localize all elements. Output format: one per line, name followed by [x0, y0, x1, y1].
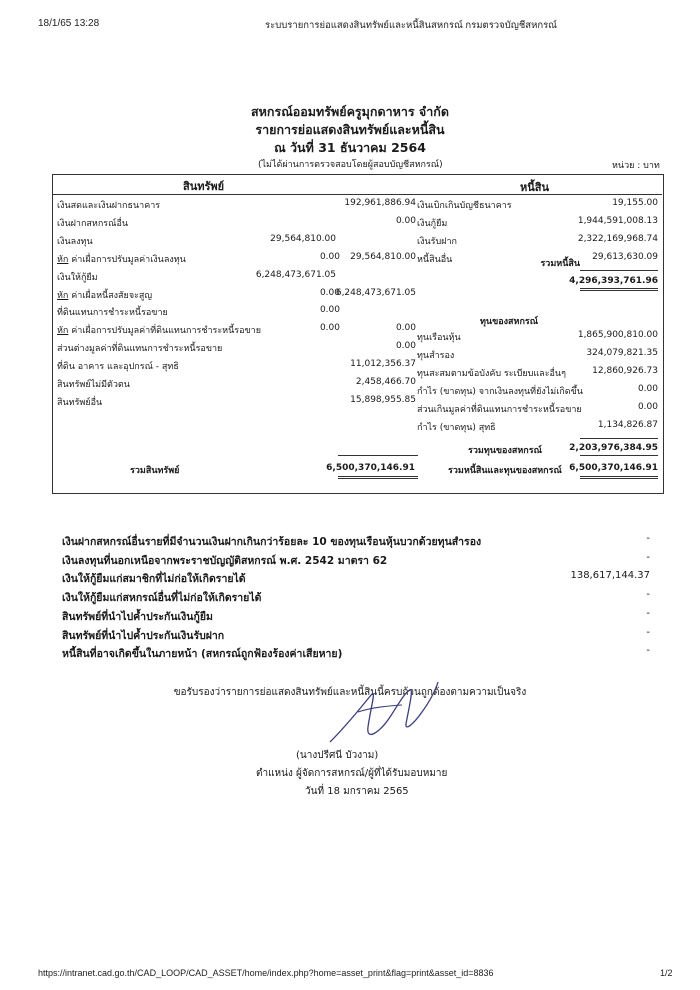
- total-liab-equity-value: 6,500,370,146.91: [569, 463, 658, 473]
- signer-name: (นางปรีศนี บัวงาม): [296, 750, 379, 761]
- note-value: -: [646, 533, 650, 544]
- asset-col3-value: 0.00: [395, 215, 416, 226]
- equity-value: 1,865,900,810.00: [577, 330, 658, 340]
- signer-position: ตำแหน่ง ผู้จัดการสหกรณ์/ผู้ที่ได้รับมอบหมาย: [256, 768, 448, 779]
- asset-label: ค่าเผื่อหนี้สงสัยจะสูญ: [68, 290, 153, 301]
- total-equity-rule: [580, 438, 658, 439]
- asset-label: ค่าเผื่อการปรับมูลค่าเงินลงทุน: [68, 254, 186, 265]
- total-liabilities-rule: [580, 270, 658, 271]
- equity-label: ทุนเรือนหุ้น: [417, 333, 461, 343]
- asset-label: สินทรัพย์อื่น: [57, 397, 103, 408]
- asset-col2-value: 0.00: [319, 323, 340, 334]
- asset-col3-value: 0.00: [395, 323, 416, 334]
- note-label: เงินให้กู้ยืมแก่สหกรณ์อื่นที่ไม่ก่อให้เกิดรายได้: [62, 592, 262, 605]
- asset-row-label: [57, 305, 168, 319]
- print-datetime: 18/1/65 13:28: [38, 18, 100, 29]
- equity-value: 12,860,926.73: [592, 365, 658, 376]
- note-value: -: [646, 626, 650, 638]
- note-label: สินทรัพย์ที่นำไปค้ำประกันเงินกู้ยืม: [62, 610, 213, 623]
- total-liab-equity-label: รวมหนี้สินและทุนของสหกรณ์: [448, 466, 562, 476]
- liability-label: เงินรับฝาก: [417, 236, 457, 247]
- asset-col3-value: 192,961,886.94: [344, 198, 416, 208]
- total-assets-underline-1: [338, 476, 418, 477]
- handwritten-signature: [310, 672, 450, 757]
- certify-statement: ขอรับรองว่ารายการย่อแสดงสินทรัพย์และหนี้สินนี้ครบถ้วนถูกต้องตามความเป็นจริง: [173, 687, 527, 698]
- equity-label: กำไร (ขาดทุน) จากเงินลงทุนที่ยังไม่เกิดขึ้น: [417, 386, 583, 397]
- note-label: เงินลงทุนที่นอกเหนือจากพระราชบัญญัติสหกรณ์ พ.ศ. 2542 มาตรา 62: [62, 554, 388, 567]
- liabilities-header: หนี้สิน: [520, 181, 550, 194]
- deduct-prefix: หัก: [57, 326, 69, 337]
- asset-label: ส่วนต่างมูลค่าที่ดินแทนการชำระหนี้รอขาย: [57, 344, 223, 355]
- total-equity-value: 2,203,976,384.95: [569, 443, 658, 453]
- asset-label: เงินฝากสหกรณ์อื่น: [57, 218, 129, 229]
- total-assets-value: 6,500,370,146.91: [326, 463, 415, 473]
- asset-row-label: [57, 234, 93, 248]
- print-page-number: 1/2: [660, 968, 673, 978]
- total-liabilities-underline-1: [580, 288, 658, 289]
- total-liabilities-value: 4,296,393,761.96: [569, 276, 658, 286]
- asset-col3-value: 11,012,356.37: [350, 359, 416, 370]
- asset-col3-value: 0.00: [395, 341, 416, 352]
- note-label: สินทรัพย์ที่นำไปค้ำประกันเงินรับฝาก: [62, 629, 225, 642]
- asset-col3-value: 6,248,473,671.05: [335, 287, 416, 298]
- total-liabilities-underline-2: [580, 290, 658, 291]
- liability-label: หนี้สินอื่น: [417, 254, 453, 265]
- note-label: เงินให้กู้ยืมแก่สมาชิกที่ไม่ก่อให้เกิดรายได้: [62, 573, 246, 586]
- liability-value: 29,613,630.09: [592, 251, 658, 262]
- total-liab-equity-underline-1: [580, 476, 658, 477]
- doc-date: ณ วันที่ 31 ธันวาคม 2564: [274, 140, 426, 155]
- asset-row-label: [57, 395, 102, 409]
- asset-row-label: [57, 323, 261, 337]
- asset-col3-value: 15,898,955.85: [350, 394, 416, 405]
- note-value: -: [646, 645, 650, 657]
- asset-label: ค่าเผื่อการปรับมูลค่าที่ดินแทนการชำระหนี้รอขาย: [68, 326, 261, 337]
- equity-label: ทุนสำรอง: [417, 350, 455, 361]
- total-assets-rule-top: [338, 455, 418, 456]
- total-assets-label: รวมสินทรัพย์: [130, 466, 180, 476]
- asset-col2-value: 0.00: [319, 305, 340, 316]
- asset-row-label: [57, 270, 98, 284]
- note-label: เงินฝากสหกรณ์อื่นรายที่มีจำนวนเงินฝากเกินกว่าร้อยละ 10 ของทุนเรือนหุ้นบวกด้วยทุนสำรอง: [62, 536, 482, 548]
- asset-row-label: [57, 252, 186, 266]
- unit-label: หน่วย : บาท: [612, 161, 660, 171]
- asset-label: เงินให้กู้ยืม: [57, 272, 98, 283]
- asset-row-label: [57, 359, 179, 373]
- equity-label: กำไร (ขาดทุน) สุทธิ: [417, 422, 496, 433]
- equity-value: 0.00: [637, 401, 658, 412]
- liability-label: เงินกู้ยืม: [417, 218, 448, 229]
- unaudited-note: (ไม่ได้ผ่านการตรวจสอบโดยผู้สอบบัญชีสหกรณ์): [258, 160, 443, 170]
- note-value: 138,617,144.37: [570, 570, 650, 582]
- note-label: หนี้สินที่อาจเกิดขึ้นในภายหน้า (สหกรณ์ถูกฟ้องร้องค่าเสียหาย): [62, 648, 343, 661]
- asset-label: ที่ดิน อาคาร และอุปกรณ์ - สุทธิ: [57, 362, 179, 373]
- asset-row-label: [57, 377, 130, 391]
- deduct-prefix: หัก: [57, 254, 69, 265]
- asset-col1-value: 6,248,473,671.05: [255, 269, 336, 280]
- asset-col3-value: 29,564,810.00: [350, 251, 416, 262]
- print-header-title: ระบบรายการย่อแสดงสินทรัพย์และหนี้สินสหกรณ์ กรมตรวจบัญชีสหกรณ์: [265, 20, 557, 31]
- total-liabilities-label: รวมหนี้สิน: [540, 259, 580, 269]
- print-url: https://intranet.cad.go.th/CAD_LOOP/CAD_ASSET/home/index.php?home=asset_print&flag=print&asset_id=8836: [38, 968, 494, 978]
- asset-col1-value: 29,564,810.00: [270, 233, 336, 244]
- asset-col3-value: 2,458,466.70: [355, 377, 416, 387]
- equity-label: ทุนสะสมตามข้อบังคับ ระเบียบและอื่นๆ: [417, 368, 566, 379]
- header-divider: [53, 194, 662, 195]
- liability-value: 1,944,591,008.13: [577, 215, 658, 226]
- total-equity-label: รวมทุนของสหกรณ์: [468, 446, 542, 456]
- asset-col2-value: 0.00: [319, 287, 340, 298]
- asset-label: เงินสดและเงินฝากธนาคาร: [57, 201, 161, 211]
- asset-label: เงินลงทุน: [57, 236, 93, 247]
- liability-value: 19,155.00: [612, 198, 658, 208]
- equity-value: 324,079,821.35: [586, 347, 658, 358]
- note-value: -: [646, 551, 650, 563]
- asset-row-label: [57, 216, 128, 230]
- liability-value: 2,322,169,968.74: [577, 233, 658, 244]
- total-assets-underline-2: [338, 478, 418, 479]
- equity-value: 0.00: [637, 383, 658, 394]
- equity-label: ส่วนเกินมูลค่าที่ดินแทนการชำระหนี้รอขาย: [417, 404, 582, 415]
- liability-label: เงินเบิกเกินบัญชีธนาคาร: [417, 201, 512, 211]
- org-name: สหกรณ์ออมทรัพย์ครูมุกดาหาร จำกัด: [251, 104, 449, 119]
- note-value: -: [646, 607, 650, 619]
- note-value: -: [646, 589, 650, 601]
- doc-title: รายการย่อแสดงสินทรัพย์และหนี้สิน: [255, 122, 445, 137]
- equity-header: ทุนของสหกรณ์: [480, 317, 539, 327]
- sign-date: วันที่ 18 มกราคม 2565: [305, 786, 409, 797]
- asset-row-label: [57, 198, 160, 212]
- assets-header: สินทรัพย์: [183, 180, 225, 193]
- total-liab-equity-underline-2: [580, 478, 658, 479]
- total-equity-underline: [580, 455, 658, 456]
- asset-label: ที่ดินแทนการชำระหนี้รอขาย: [57, 308, 168, 319]
- asset-label: สินทรัพย์ไม่มีตัวตน: [57, 380, 130, 390]
- equity-value: 1,134,826.87: [597, 419, 658, 430]
- deduct-prefix: หัก: [57, 290, 69, 301]
- asset-row-label: [57, 341, 222, 355]
- asset-col2-value: 0.00: [319, 251, 340, 262]
- asset-row-label: [57, 288, 152, 302]
